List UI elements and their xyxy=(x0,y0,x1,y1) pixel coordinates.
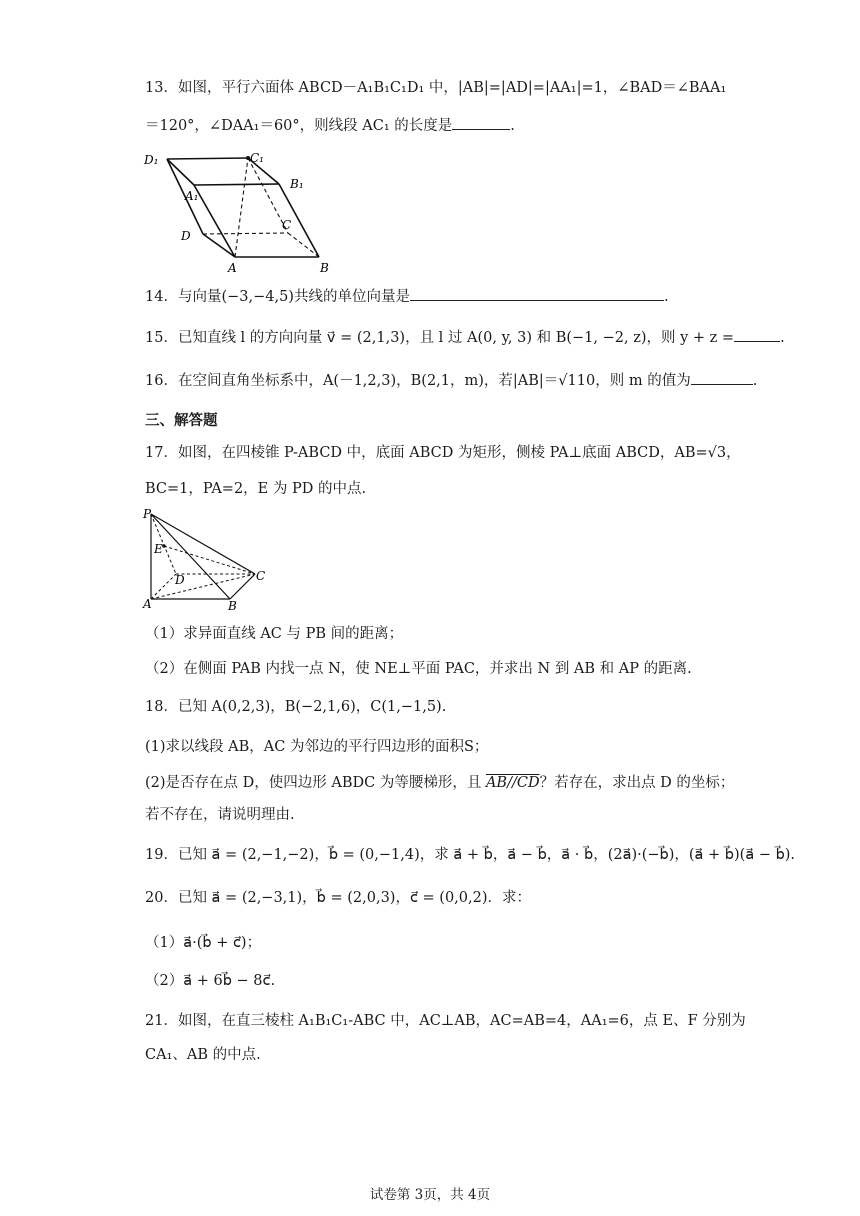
q16-end: . xyxy=(752,373,758,389)
q14-line xyxy=(145,286,669,307)
q19-line: 19．已知 a⃗ = (2,−1,−2)，b⃗ = (0,−1,4)，求 a⃗ + b⃗，a⃗ − b⃗，a⃗ · b⃗，(2a⃗)·(−b⃗)，(a⃗ + b⃗)(a⃗ − b⃗). xyxy=(145,847,796,863)
q16-line xyxy=(145,370,757,391)
q18-sub2-tail: ？若存在，求出点 D 的坐标； xyxy=(539,775,735,791)
label-b1: B₁ xyxy=(290,177,304,191)
page-footer: 试卷第 3页，共 4页 xyxy=(369,1187,491,1203)
edge-c-b xyxy=(288,233,319,257)
q13-line2-end: . xyxy=(510,118,515,134)
label-b: B xyxy=(228,599,237,613)
q15-answer-blank xyxy=(734,327,780,342)
q15-text: 15．已知直线 l 的方向向量 v⃗ = (2,1,3)，且 l 过 A(0, y, 3) 和 B(−1, −2, z)，则 y + z = xyxy=(145,330,735,346)
q21-line2: CA₁、AB 的中点. xyxy=(145,1047,261,1063)
segment-a-c xyxy=(151,574,255,599)
label-d1: D₁ xyxy=(144,153,159,167)
label-a1: A₁ xyxy=(185,189,199,203)
segment-e-c xyxy=(164,546,255,574)
label-d: D xyxy=(181,229,191,243)
q13-line2 xyxy=(145,115,515,136)
q18-sub1: (1)求以线段 AB，AC 为邻边的平行四边形的面积S； xyxy=(145,739,489,755)
q17-line1: 17．如图，在四棱锥 P-ABCD 中，底面 ABCD 为矩形，侧棱 PA⊥底面 ABCD，AB=√3， xyxy=(145,445,741,461)
q14-text: 14．与向量(−3,−4,5)共线的单位向量是 xyxy=(145,289,410,305)
section-title: 三、解答题 xyxy=(145,413,218,429)
q13-line1: 13．如图，平行六面体 ABCD－A₁B₁C₁D₁ 中，|AB|=|AD|=|AA₁|=1，∠BAD＝∠BAA₁ xyxy=(145,80,727,96)
edge-p-b xyxy=(151,514,230,599)
q20-sub2: （2）a⃗ + 6b⃗ − 8c⃗. xyxy=(145,973,276,989)
edge-a-d xyxy=(151,574,176,599)
q17-sub1: （1）求异面直线 AC 与 PB 间的距离； xyxy=(145,626,404,642)
q13-line2-text: ＝120°，∠DAA₁＝60°，则线段 AC₁ 的长度是 xyxy=(145,118,453,134)
label-a: A xyxy=(143,597,152,611)
q18-line1: 18．已知 A(0,2,3)，B(−2,1,6)，C(1,−1,5). xyxy=(145,699,447,715)
edge-d1-c1 xyxy=(167,158,248,159)
q18-sub2 xyxy=(145,773,734,793)
edge-d-c xyxy=(203,233,288,234)
label-p: P xyxy=(143,507,152,521)
edge-p-c xyxy=(151,514,255,574)
label-b: B xyxy=(320,261,329,275)
q21-line1: 21．如图，在直三棱柱 A₁B₁C₁-ABC 中，AC⊥AB，AC=AB=4，AA₁=6，点 E、F 分别为 xyxy=(145,1013,746,1029)
q20-line: 20．已知 a⃗ = (2,−3,1)，b⃗ = (2,0,3)，c⃗ = (0,0,2)．求： xyxy=(145,890,531,906)
diagonal-a-c1 xyxy=(235,158,248,257)
edge-a1-a xyxy=(194,185,235,257)
q16-answer-blank xyxy=(691,370,753,385)
label-c1: C₁ xyxy=(250,151,264,165)
figure-parallelepiped xyxy=(140,148,340,276)
edge-d1-a1 xyxy=(167,159,194,185)
label-a: A xyxy=(228,261,237,275)
edge-d-a xyxy=(203,234,235,257)
q14-answer-blank xyxy=(410,286,664,301)
q15-end: . xyxy=(780,330,785,346)
label-c: C xyxy=(256,569,266,583)
label-c: C xyxy=(282,218,292,232)
label-e: E xyxy=(154,542,163,556)
q16-text: 16．在空间直角坐标系中，A(－1,2,3)，B(2,1，m)，若|AB|＝√110，则 m 的值为 xyxy=(145,373,691,389)
q17-sub2: （2）在侧面 PAB 内找一点 N，使 NE⊥平面 PAC，并求出 N 到 AB 和 AP 的距离. xyxy=(145,661,692,677)
q14-end: . xyxy=(663,289,669,305)
q18-sub2-text: (2)是否存在点 D，使四边形 ABDC 为等腰梯形，且 xyxy=(145,775,482,791)
edge-a1-b1 xyxy=(194,184,279,185)
q20-sub1: （1）a⃗·(b⃗ + c⃗)； xyxy=(145,935,262,951)
label-d: D xyxy=(175,573,185,587)
q15-line xyxy=(145,327,785,348)
edge-b-c xyxy=(230,574,255,599)
q18-sub2-cont: 若不存在，请说明理由. xyxy=(145,807,295,823)
q17-line2: BC=1，PA=2，E 为 PD 的中点. xyxy=(145,481,367,497)
q13-answer-blank xyxy=(452,115,510,130)
q18-vector-parallel: AB//CD xyxy=(485,775,540,791)
figure-pyramid xyxy=(140,506,270,614)
